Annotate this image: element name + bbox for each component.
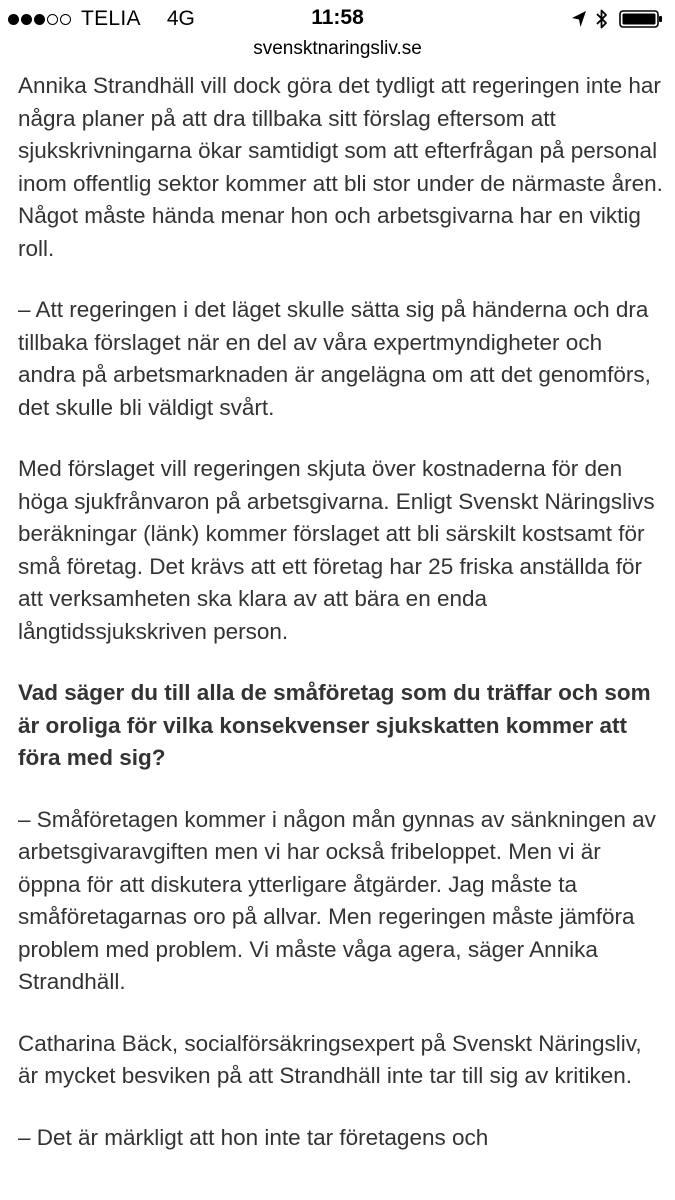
url-text[interactable]: svensktnaringsliv.se	[253, 38, 422, 59]
article-paragraph: Catharina Bäck, socialförsäkringsexpert på Svenskt Näringsliv, är mycket besviken på att Strandhäll inte tar till sig av kritiken.	[18, 1030, 642, 1088]
article-question: Vad säger du till alla de småföretag som du träffar och som är oroliga för vilka konsekvenser sjukskatten kommer att föra med sig?	[18, 680, 651, 770]
location-arrow-icon	[571, 10, 587, 28]
article-body	[18, 70, 663, 1183]
article-paragraph: – Det är märkligt att hon inte tar företagens och	[18, 1124, 489, 1150]
browser-url-bar[interactable]	[0, 34, 675, 68]
status-bar	[0, 0, 675, 36]
carrier-name: TELIA	[81, 7, 141, 30]
battery-icon	[619, 9, 663, 29]
bluetooth-icon	[595, 8, 609, 30]
article-paragraph: – Att regeringen i det läget skulle sätta sig på händerna och dra tillbaka förslaget när en del av våra expertmyndigheter och andra på arbetsmarknaden är angelägna om att det genomförs, det skulle bli väldigt svårt.	[18, 297, 651, 420]
status-bar-right	[571, 8, 663, 30]
article-paragraph: – Småföretagen kommer i någon mån gynnas av sänkningen av arbetsgivaravgiften men vi har också fribeloppet. Men vi är öppna för att diskutera ytterligare åtgärder. Jag måste ta småföretagarnas oro på allvar. Men regeringen måste jämföra problem med problem. Vi måste våga agera, säger Annika Strandhäll.	[18, 806, 656, 994]
article-paragraph: Annika Strandhäll vill dock göra det tydligt att regeringen inte har några planer på att dra tillbaka sitt förslag eftersom att sjukskrivningarna ökar samtidigt som att efterfrågan på personal inom offentlig sektor kommer att bli stor under de närmaste åren. Något måste hända menar hon och arbetsgivarna har en viktig roll.	[18, 73, 663, 261]
article-paragraph: Med förslaget vill regeringen skjuta över kostnaderna för den höga sjukfrånvaron på arbetsgivarna. Enligt Svenskt Näringslivs beräkningar (länk) kommer förslaget att bli särskilt kostsamt för små företag. Det krävs att ett företag har 25 friska anställda för att verksamheten ska klara av att bära en enda långtidssjukskriven person.	[18, 456, 655, 644]
network-type: 4G	[166, 7, 195, 30]
status-time: 11:58	[311, 6, 364, 29]
